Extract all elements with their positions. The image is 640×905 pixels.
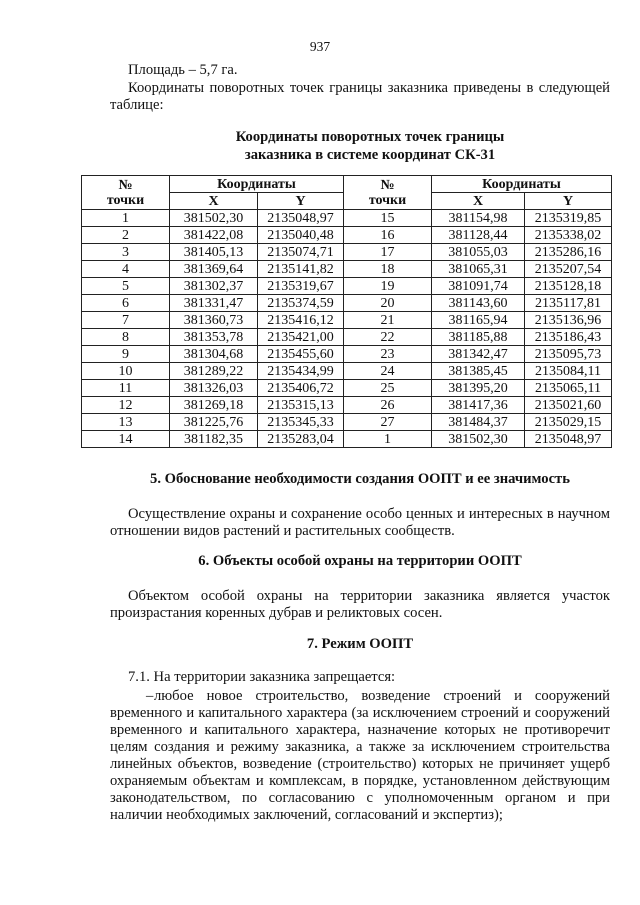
cell-x-value: 381360,73 [170, 312, 258, 329]
section-7-heading: 7. Режим ООПТ [306, 636, 414, 652]
cell-point-number: 8 [82, 329, 170, 346]
cell-point-number: 20 [344, 295, 432, 312]
header-num-sign-2: № [380, 177, 395, 193]
header-point-label: точки [106, 192, 145, 208]
cell-x-value: 381422,08 [170, 227, 258, 244]
coordinates-table [81, 175, 612, 448]
cell-x-value: 381165,94 [432, 312, 525, 329]
cell-point-number: 26 [344, 397, 432, 414]
area-line: Площадь – 5,7 га. [128, 62, 238, 78]
cell-x-value: 381405,13 [170, 244, 258, 261]
cell-y-value: 2135048,97 [258, 210, 344, 227]
table-body [82, 210, 612, 448]
section-5-heading: 5. Обоснование необходимости создания ООПТ и ее значимость [150, 471, 570, 487]
cell-x-value: 381091,74 [432, 278, 525, 295]
header-coordinates: Координаты [170, 176, 344, 193]
cell-x-value: 381385,45 [432, 363, 525, 380]
cell-y-value: 2135084,11 [525, 363, 612, 380]
cell-point-number: 12 [82, 397, 170, 414]
cell-y-value: 2135406,72 [258, 380, 344, 397]
page-number: 937 [309, 39, 331, 54]
cell-y-value: 2135128,18 [525, 278, 612, 295]
cell-x-value: 381326,03 [170, 380, 258, 397]
cell-y-value: 2135319,85 [525, 210, 612, 227]
header-point-label-2: точки [368, 192, 407, 208]
table-row [82, 414, 612, 431]
cell-y-value: 2135029,15 [525, 414, 612, 431]
cell-point-number: 27 [344, 414, 432, 431]
cell-point-number: 22 [344, 329, 432, 346]
table-row [82, 244, 612, 261]
table-row [82, 278, 612, 295]
cell-point-number: 9 [82, 346, 170, 363]
table-title-line-2: заказника в системе координат СК-31 [244, 147, 496, 163]
header-x-2: X [432, 193, 525, 210]
header-y: Y [258, 193, 344, 210]
cell-x-value: 381225,76 [170, 414, 258, 431]
table-row [82, 346, 612, 363]
cell-point-number: 17 [344, 244, 432, 261]
cell-point-number: 13 [82, 414, 170, 431]
cell-point-number: 1 [344, 431, 432, 448]
cell-y-value: 2135455,60 [258, 346, 344, 363]
cell-point-number: 1 [82, 210, 170, 227]
cell-x-value: 381502,30 [170, 210, 258, 227]
cell-x-value: 381154,98 [432, 210, 525, 227]
cell-x-value: 381065,31 [432, 261, 525, 278]
cell-y-value: 2135319,67 [258, 278, 344, 295]
cell-y-value: 2135117,81 [525, 295, 612, 312]
cell-y-value: 2135207,54 [525, 261, 612, 278]
cell-point-number: 24 [344, 363, 432, 380]
coords-intro-paragraph: Координаты поворотных точек границы заказника приведены в следующей таблице: [110, 80, 610, 113]
cell-x-value: 381417,36 [432, 397, 525, 414]
cell-point-number: 6 [82, 295, 170, 312]
table-row [82, 431, 612, 448]
table-row [82, 210, 612, 227]
section-7-list-item [110, 688, 610, 824]
section-5-text: Осуществление охраны и сохранение особо ценных и интересных в научном отношении видов растений и растительных сообществ. [110, 506, 610, 539]
cell-point-number: 14 [82, 431, 170, 448]
cell-y-value: 2135141,82 [258, 261, 344, 278]
cell-y-value: 2135286,16 [525, 244, 612, 261]
table-row [82, 380, 612, 397]
header-coordinates-2: Координаты [432, 176, 612, 193]
cell-x-value: 381055,03 [432, 244, 525, 261]
header-point-number-2 [344, 176, 432, 210]
table-row [82, 363, 612, 380]
table-header-row-1 [82, 176, 612, 193]
cell-point-number: 21 [344, 312, 432, 329]
cell-point-number: 15 [344, 210, 432, 227]
cell-y-value: 2135095,73 [525, 346, 612, 363]
cell-x-value: 381304,68 [170, 346, 258, 363]
cell-x-value: 381502,30 [432, 431, 525, 448]
cell-point-number: 19 [344, 278, 432, 295]
cell-point-number: 18 [344, 261, 432, 278]
cell-x-value: 381269,18 [170, 397, 258, 414]
header-x: X [170, 193, 258, 210]
table-row [82, 312, 612, 329]
cell-point-number: 11 [82, 380, 170, 397]
cell-x-value: 381185,88 [432, 329, 525, 346]
cell-y-value: 2135338,02 [525, 227, 612, 244]
cell-x-value: 381342,47 [432, 346, 525, 363]
list-item-text: любое новое строительство, возведение строений и сооружений временного и капитального характера (за исключением строений и сооружений временного и капитального характера, назначение которых не противоречит целям создания и режиму заказника, а также за исключением строительства линейных объектов, возведение (строительство) которых не причиняет ущерб охраняемым объектам и комплексам, в порядке, установленном действующим законодательством, по согласованию с уполномоченным органом и при наличии необходимых заключений, согласований и экспертиз); [110, 688, 610, 823]
cell-point-number: 7 [82, 312, 170, 329]
cell-point-number: 23 [344, 346, 432, 363]
section-6-heading: 6. Объекты особой охраны на территории ООПТ [198, 553, 522, 569]
cell-y-value: 2135283,04 [258, 431, 344, 448]
table-row [82, 261, 612, 278]
cell-x-value: 381289,22 [170, 363, 258, 380]
cell-y-value: 2135021,60 [525, 397, 612, 414]
cell-x-value: 381369,64 [170, 261, 258, 278]
cell-x-value: 381302,37 [170, 278, 258, 295]
table-row [82, 227, 612, 244]
cell-y-value: 2135048,97 [525, 431, 612, 448]
section-6-text: Объектом особой охраны на территории заказника является участок произрастания коренных дубрав и реликтовых сосен. [110, 588, 610, 621]
cell-point-number: 10 [82, 363, 170, 380]
cell-y-value: 2135040,48 [258, 227, 344, 244]
table-title-line-1: Координаты поворотных точек границы [235, 129, 505, 145]
cell-y-value: 2135434,99 [258, 363, 344, 380]
cell-x-value: 381331,47 [170, 295, 258, 312]
cell-point-number: 4 [82, 261, 170, 278]
cell-point-number: 25 [344, 380, 432, 397]
cell-point-number: 3 [82, 244, 170, 261]
table-row [82, 295, 612, 312]
cell-y-value: 2135416,12 [258, 312, 344, 329]
cell-y-value: 2135065,11 [525, 380, 612, 397]
cell-point-number: 5 [82, 278, 170, 295]
header-point-number [82, 176, 170, 210]
header-num-sign: № [118, 177, 133, 193]
header-y-2: Y [525, 193, 612, 210]
table-row [82, 397, 612, 414]
cell-y-value: 2135374,59 [258, 295, 344, 312]
cell-point-number: 2 [82, 227, 170, 244]
cell-x-value: 381484,37 [432, 414, 525, 431]
cell-y-value: 2135074,71 [258, 244, 344, 261]
cell-x-value: 381353,78 [170, 329, 258, 346]
cell-x-value: 381143,60 [432, 295, 525, 312]
cell-y-value: 2135345,33 [258, 414, 344, 431]
cell-y-value: 2135421,00 [258, 329, 344, 346]
table-row [82, 329, 612, 346]
cell-y-value: 2135315,13 [258, 397, 344, 414]
cell-y-value: 2135136,96 [525, 312, 612, 329]
cell-y-value: 2135186,43 [525, 329, 612, 346]
list-dash: – [146, 688, 154, 704]
cell-x-value: 381395,20 [432, 380, 525, 397]
cell-x-value: 381182,35 [170, 431, 258, 448]
cell-x-value: 381128,44 [432, 227, 525, 244]
section-7-subheading: 7.1. На территории заказника запрещается: [128, 669, 396, 685]
table-title [170, 128, 570, 164]
cell-point-number: 16 [344, 227, 432, 244]
